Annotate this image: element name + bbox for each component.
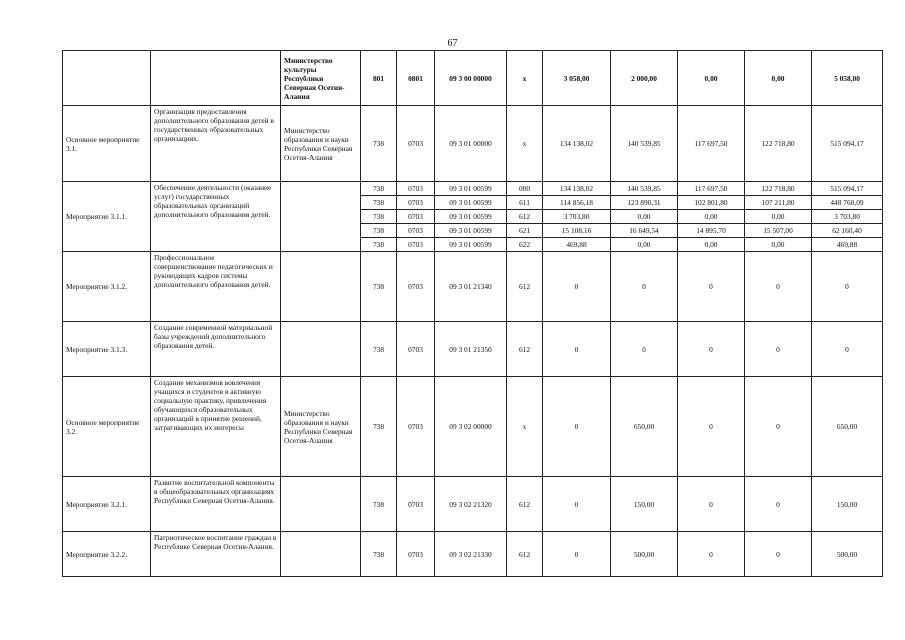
total-cell: 0 bbox=[812, 252, 883, 322]
total-cell: 62 160,40 bbox=[812, 224, 883, 238]
total-cell: 515 094,17 bbox=[812, 182, 883, 196]
page-number: 67 bbox=[447, 38, 458, 49]
grbs-cell: 738 bbox=[361, 196, 397, 210]
vr-cell: 000 bbox=[507, 182, 543, 196]
header-value-3-cell: 0,00 bbox=[678, 51, 745, 106]
rzpr-cell: 0703 bbox=[397, 322, 435, 377]
value-3-cell: 0 bbox=[678, 322, 745, 377]
value-3-cell: 14 895,70 bbox=[678, 224, 745, 238]
rzpr-cell: 0703 bbox=[397, 238, 435, 252]
value-3-cell: 0 bbox=[678, 252, 745, 322]
value-2-cell: 0 bbox=[611, 252, 678, 322]
value-2-cell: 0,00 bbox=[611, 238, 678, 252]
value-2-cell: 123 890,31 bbox=[611, 196, 678, 210]
measure-label-cell: Основное мероприятие 3.1. bbox=[63, 106, 151, 182]
value-1-cell: 0 bbox=[543, 322, 611, 377]
rzpr-cell: 0703 bbox=[397, 196, 435, 210]
value-3-cell: 117 697,50 bbox=[678, 106, 745, 182]
value-1-cell: 15 108,16 bbox=[543, 224, 611, 238]
total-cell: 150,00 bbox=[812, 477, 883, 532]
measure-label-cell: Мероприятие 3.1.2. bbox=[63, 252, 151, 322]
executor-cell bbox=[281, 532, 361, 577]
header-csr-cell: 09 3 00 00000 bbox=[435, 51, 507, 106]
value-4-cell: 0 bbox=[745, 252, 812, 322]
executor-cell: Министерство образования и науки Республики Северная Осетия-Алания bbox=[281, 106, 361, 182]
value-2-cell: 16 649,54 bbox=[611, 224, 678, 238]
value-3-cell: 0 bbox=[678, 532, 745, 577]
value-2-cell: 500,00 bbox=[611, 532, 678, 577]
value-3-cell: 0,00 bbox=[678, 238, 745, 252]
vr-cell: 611 bbox=[507, 196, 543, 210]
grbs-cell: 738 bbox=[361, 210, 397, 224]
vr-cell: 621 bbox=[507, 224, 543, 238]
rzpr-cell: 0703 bbox=[397, 106, 435, 182]
total-cell: 650,00 bbox=[812, 377, 883, 477]
value-1-cell: 0 bbox=[543, 377, 611, 477]
csr-cell: 09 3 01 21340 bbox=[435, 252, 507, 322]
value-2-cell: 150,00 bbox=[611, 477, 678, 532]
rzpr-cell: 0703 bbox=[397, 377, 435, 477]
value-4-cell: 0 bbox=[745, 532, 812, 577]
value-1-cell: 134 138,02 bbox=[543, 106, 611, 182]
executor-cell bbox=[281, 252, 361, 322]
grbs-cell: 738 bbox=[361, 238, 397, 252]
header-description-cell bbox=[151, 51, 281, 106]
measure-description-cell: Создание механизмов вовлечения учащихся и студентов в активную социальную практику, привлечения обучающихся образовательных организаций в принятие решений, затрагивающих их интересы bbox=[151, 377, 281, 477]
value-1-cell: 134 138,02 bbox=[543, 182, 611, 196]
table-row bbox=[63, 252, 883, 322]
budget-table bbox=[62, 50, 883, 577]
header-rzpr-cell: 0801 bbox=[397, 51, 435, 106]
measure-description-cell: Организация предоставления дополнительного образования детей в государственных образовательных организациях. bbox=[151, 106, 281, 182]
measure-label-cell: Мероприятие 3.1.1. bbox=[63, 182, 151, 252]
rzpr-cell: 0703 bbox=[397, 224, 435, 238]
vr-cell: 622 bbox=[507, 238, 543, 252]
value-1-cell: 114 856,18 bbox=[543, 196, 611, 210]
value-4-cell: 15 507,00 bbox=[745, 224, 812, 238]
table-row bbox=[63, 322, 883, 377]
value-3-cell: 0 bbox=[678, 477, 745, 532]
value-1-cell: 0 bbox=[543, 532, 611, 577]
total-cell: 469,88 bbox=[812, 238, 883, 252]
measure-description-cell: Обеспечение деятельности (оказание услуг) государственных образовательных организаций дополнительного образования детей. bbox=[151, 182, 281, 252]
header-total-cell: 5 058,00 bbox=[812, 51, 883, 106]
value-4-cell: 0 bbox=[745, 322, 812, 377]
table-row bbox=[63, 106, 883, 182]
value-1-cell: 469,88 bbox=[543, 238, 611, 252]
csr-cell: 09 3 01 00599 bbox=[435, 238, 507, 252]
value-3-cell: 0,00 bbox=[678, 210, 745, 224]
total-cell: 500,00 bbox=[812, 532, 883, 577]
measure-description-cell: Профессиональное совершенствование педагогических и руководящих кадров системы дополнительного образования детей. bbox=[151, 252, 281, 322]
measure-label-cell: Основное мероприятие 3.2. bbox=[63, 377, 151, 477]
header-value-2-cell: 2 000,00 bbox=[611, 51, 678, 106]
value-1-cell: 0 bbox=[543, 477, 611, 532]
value-4-cell: 0,00 bbox=[745, 210, 812, 224]
value-3-cell: 0 bbox=[678, 377, 745, 477]
value-1-cell: 0 bbox=[543, 252, 611, 322]
rzpr-cell: 0703 bbox=[397, 532, 435, 577]
grbs-cell: 738 bbox=[361, 532, 397, 577]
value-2-cell: 0,00 bbox=[611, 210, 678, 224]
header-executor-cell: Министерство культуры Республики Северная Осетия-Алания bbox=[281, 51, 361, 106]
csr-cell: 09 3 02 21330 bbox=[435, 532, 507, 577]
value-2-cell: 0 bbox=[611, 322, 678, 377]
rzpr-cell: 0703 bbox=[397, 477, 435, 532]
header-row bbox=[63, 51, 883, 106]
grbs-cell: 738 bbox=[361, 377, 397, 477]
vr-cell: 612 bbox=[507, 322, 543, 377]
rzpr-cell: 0703 bbox=[397, 210, 435, 224]
measure-label-cell: Мероприятие 3.2.2. bbox=[63, 532, 151, 577]
vr-cell: x bbox=[507, 106, 543, 182]
executor-cell bbox=[281, 182, 361, 252]
header-grbs-cell: 801 bbox=[361, 51, 397, 106]
vr-cell: 612 bbox=[507, 252, 543, 322]
value-3-cell: 117 697,50 bbox=[678, 182, 745, 196]
measure-label-cell: Мероприятие 3.1.3. bbox=[63, 322, 151, 377]
header-value-1-cell: 3 058,00 bbox=[543, 51, 611, 106]
header-value-4-cell: 0,00 bbox=[745, 51, 812, 106]
rzpr-cell: 0703 bbox=[397, 182, 435, 196]
grbs-cell: 738 bbox=[361, 477, 397, 532]
measure-description-cell: Развитие воспитательной компоненты в общеобразовательных организациях Республики Северная Осетия-Алания. bbox=[151, 477, 281, 532]
header-vr-cell: x bbox=[507, 51, 543, 106]
value-1-cell: 3 703,80 bbox=[543, 210, 611, 224]
vr-cell: x bbox=[507, 377, 543, 477]
csr-cell: 09 3 01 00599 bbox=[435, 210, 507, 224]
value-4-cell: 107 211,80 bbox=[745, 196, 812, 210]
header-label-cell bbox=[63, 51, 151, 106]
executor-cell bbox=[281, 477, 361, 532]
csr-cell: 09 3 01 21350 bbox=[435, 322, 507, 377]
value-4-cell: 0,00 bbox=[745, 238, 812, 252]
grbs-cell: 738 bbox=[361, 322, 397, 377]
table-row bbox=[63, 477, 883, 532]
value-4-cell: 0 bbox=[745, 477, 812, 532]
value-4-cell: 122 718,80 bbox=[745, 106, 812, 182]
value-2-cell: 650,00 bbox=[611, 377, 678, 477]
grbs-cell: 738 bbox=[361, 182, 397, 196]
csr-cell: 09 3 01 00599 bbox=[435, 224, 507, 238]
grbs-cell: 738 bbox=[361, 252, 397, 322]
csr-cell: 09 3 02 00000 bbox=[435, 377, 507, 477]
grbs-cell: 738 bbox=[361, 224, 397, 238]
value-2-cell: 140 539,85 bbox=[611, 182, 678, 196]
vr-cell: 612 bbox=[507, 210, 543, 224]
value-3-cell: 102 801,80 bbox=[678, 196, 745, 210]
csr-cell: 09 3 01 00000 bbox=[435, 106, 507, 182]
total-cell: 448 760,09 bbox=[812, 196, 883, 210]
measure-description-cell: Патриотическое воспитание граждан в Республике Северная Осетия-Алания. bbox=[151, 532, 281, 577]
rzpr-cell: 0703 bbox=[397, 252, 435, 322]
executor-cell bbox=[281, 322, 361, 377]
value-4-cell: 122 718,80 bbox=[745, 182, 812, 196]
measure-description-cell: Создание современной материальной базы учреждений дополнительного образования детей. bbox=[151, 322, 281, 377]
executor-cell: Министерство образования и науки Республики Северная Осетия-Алания bbox=[281, 377, 361, 477]
table-row bbox=[63, 377, 883, 477]
csr-cell: 09 3 02 21320 bbox=[435, 477, 507, 532]
total-cell: 3 703,80 bbox=[812, 210, 883, 224]
vr-cell: 612 bbox=[507, 477, 543, 532]
total-cell: 515 094,17 bbox=[812, 106, 883, 182]
csr-cell: 09 3 01 00599 bbox=[435, 182, 507, 196]
vr-cell: 612 bbox=[507, 532, 543, 577]
table-row bbox=[63, 182, 883, 196]
grbs-cell: 738 bbox=[361, 106, 397, 182]
table-row bbox=[63, 532, 883, 577]
total-cell: 0 bbox=[812, 322, 883, 377]
csr-cell: 09 3 01 00599 bbox=[435, 196, 507, 210]
measure-label-cell: Мероприятие 3.2.1. bbox=[63, 477, 151, 532]
value-2-cell: 140 539,85 bbox=[611, 106, 678, 182]
value-4-cell: 0 bbox=[745, 377, 812, 477]
